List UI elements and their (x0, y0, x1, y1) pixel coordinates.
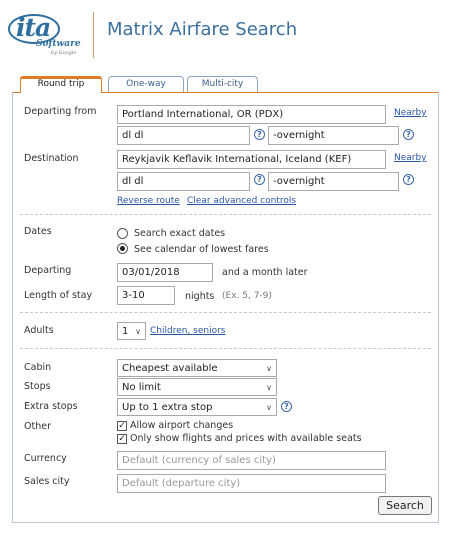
search-button[interactable]: Search (378, 496, 432, 515)
divider (20, 348, 431, 349)
extra-stops-label: Extra stops (24, 401, 78, 412)
calendar-option[interactable]: See calendar of lowest fares (134, 244, 269, 255)
nearby-departing-link[interactable]: Nearby (394, 108, 427, 118)
extra-stops-select[interactable] (117, 398, 277, 416)
stops-select[interactable] (117, 378, 277, 396)
adults-select[interactable] (117, 322, 146, 340)
dates-label: Dates (24, 226, 52, 237)
length-of-stay-label: Length of stay (24, 290, 93, 301)
sales-city-label: Sales city (24, 476, 70, 487)
help-icon[interactable]: ? (254, 129, 265, 140)
destination-code-input[interactable]: dl dl (117, 172, 250, 191)
stops-label: Stops (24, 381, 51, 392)
destination-time-input[interactable]: -overnight (268, 172, 399, 191)
radio-icon[interactable] (117, 243, 128, 254)
cabin-label: Cabin (24, 362, 52, 373)
adults-label: Adults (24, 325, 54, 336)
reverse-route-link[interactable]: Reverse route (117, 196, 180, 206)
departing-from-input[interactable]: Portland International, OR (PDX) (117, 105, 386, 124)
currency-input[interactable]: Default (currency of sales city) (117, 451, 386, 470)
departing-date-input[interactable]: 03/01/2018 (117, 263, 213, 282)
length-of-stay-input[interactable]: 3-10 (117, 286, 175, 305)
children-seniors-link[interactable]: Children, seniors (150, 326, 226, 336)
chevron-down-icon: ∨ (266, 403, 272, 412)
tab-multi-city[interactable]: Multi-city (187, 76, 258, 92)
departing-date-suffix: and a month later (222, 267, 308, 278)
divider (20, 214, 431, 215)
stay-example: (Ex. 5, 7-9) (222, 291, 272, 301)
logo-byline: by Google (51, 50, 77, 56)
checkbox-icon[interactable]: ✓ (118, 434, 126, 444)
chevron-down-icon: ∨ (266, 383, 272, 392)
other-label: Other (24, 421, 51, 432)
destination-input[interactable]: Reykjavik Keflavik International, Iceland (KEF) (117, 150, 386, 169)
header-divider (93, 12, 94, 58)
help-icon[interactable]: ? (281, 401, 292, 412)
currency-label: Currency (24, 453, 67, 464)
clear-advanced-link[interactable]: Clear advanced controls (187, 196, 297, 206)
chevron-down-icon: ∨ (266, 364, 272, 373)
available-seats-label[interactable]: Only show flights and prices with available seats (130, 433, 362, 444)
exact-dates-option[interactable]: Search exact dates (134, 228, 226, 239)
cabin-value: Cheapest available (122, 363, 218, 374)
checkbox-icon[interactable]: ✓ (118, 421, 126, 431)
departing-time-input[interactable]: -overnight (268, 126, 399, 145)
tab-round-trip[interactable]: Round trip (20, 76, 102, 93)
destination-label: Destination (24, 153, 79, 164)
logo-software: Software (36, 39, 81, 49)
help-icon[interactable]: ? (403, 174, 414, 185)
allow-airport-changes-label[interactable]: Allow airport changes (130, 420, 234, 431)
cabin-select[interactable] (117, 359, 277, 377)
chevron-down-icon: ∨ (135, 327, 141, 336)
sales-city-input[interactable]: Default (departure city) (117, 474, 386, 493)
help-icon[interactable]: ? (254, 174, 265, 185)
page-title: Matrix Airfare Search (107, 19, 298, 40)
help-icon[interactable]: ? (403, 129, 414, 140)
departing-date-label: Departing (24, 265, 72, 276)
stops-value: No limit (122, 382, 161, 393)
departing-from-label: Departing from (24, 106, 97, 117)
logo-ita: ita (16, 13, 51, 42)
nearby-destination-link[interactable]: Nearby (394, 153, 427, 163)
tab-one-way[interactable]: One-way (108, 76, 184, 92)
extra-stops-value: Up to 1 extra stop (122, 402, 213, 413)
adults-value: 1 (122, 326, 129, 337)
divider (20, 312, 431, 313)
departing-code-input[interactable]: dl dl (117, 126, 250, 145)
radio-icon[interactable] (117, 228, 128, 239)
stay-unit: nights (185, 291, 215, 302)
